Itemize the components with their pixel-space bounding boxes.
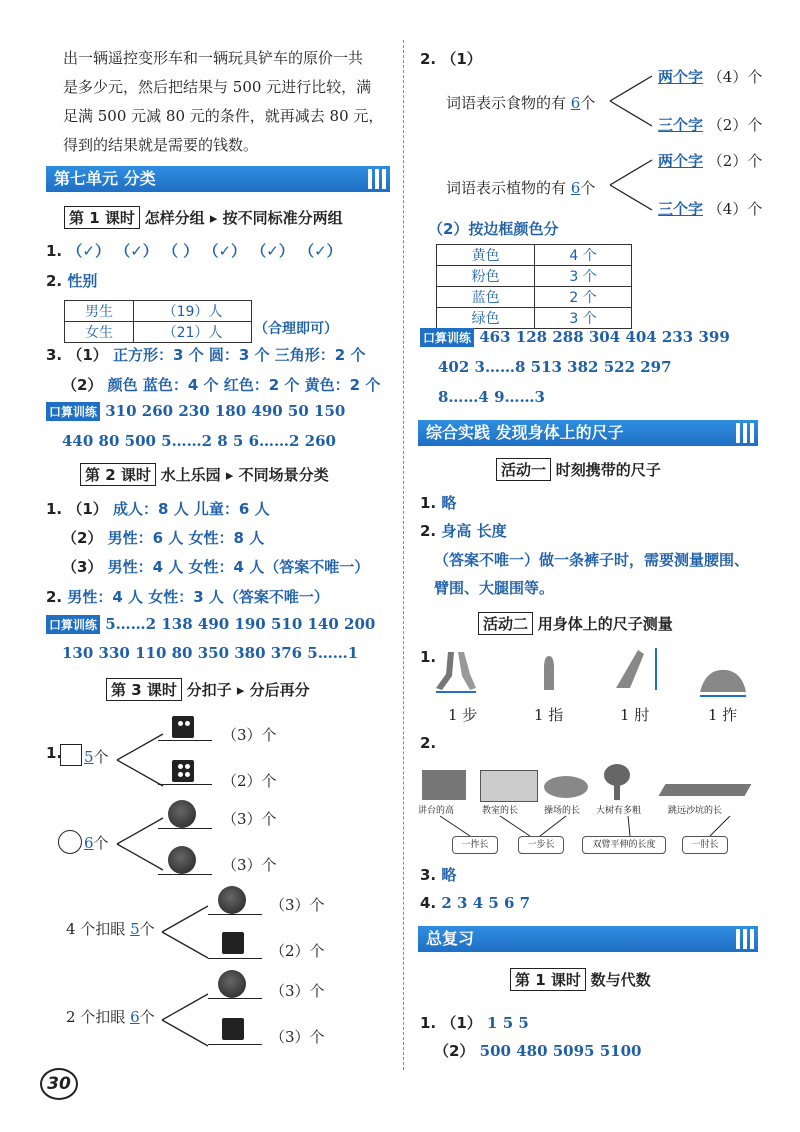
body-unit-label: 1 步 [448, 706, 478, 724]
tree2-a: （3）个 [222, 810, 277, 828]
column-divider [403, 40, 404, 1070]
group-value: （4）个 [707, 68, 763, 86]
measure-box: 双臂平伸的长度 [582, 836, 666, 854]
q-label: 4. [420, 894, 437, 912]
intro-line: 出一辆遥控变形车和一辆玩具铲车的原价一共 [63, 49, 364, 67]
q-label: 1. [420, 1014, 437, 1032]
unit-text: 个 [139, 920, 155, 938]
part-label: （1） [441, 1014, 482, 1032]
unit7-header [46, 166, 390, 192]
branch-lines [608, 72, 654, 130]
q-label: 2. [46, 588, 63, 606]
table-row [65, 322, 252, 343]
button-hole [178, 721, 183, 726]
group-label: 三个字 [658, 200, 704, 218]
tree3-b: （2）个 [270, 942, 325, 960]
kousuan-line: 440 80 500 5……2 8 5 6……2 260 [62, 432, 336, 450]
scene-caption: 教室的长 [482, 806, 519, 816]
lesson3-title: 分扣子 ▸ 分后再分 [186, 681, 310, 699]
count-value: 6 [570, 94, 581, 112]
kousuan-line: 402 3……8 513 382 522 297 [438, 358, 672, 376]
scene-caption: 讲台的高 [418, 806, 455, 816]
shelf-line [208, 998, 262, 999]
lesson2-title: 水上乐园 ▸ 不同场景分类 [160, 466, 329, 484]
r-kousuan [420, 328, 730, 347]
kousuan-line: 8……4 9……3 [438, 388, 545, 406]
table-cell: 3 个 [535, 266, 632, 287]
playground-icon [544, 776, 588, 798]
answer-text: 略 [441, 866, 457, 884]
square-button-icon [172, 716, 194, 738]
matching-lines [420, 814, 760, 838]
table-row [65, 301, 252, 322]
check-mark: （✓） [67, 242, 110, 260]
q2-note: （合理即可） [254, 321, 338, 337]
kousuan2 [46, 615, 375, 634]
lesson1-heading [64, 206, 343, 229]
answer-text: 略 [441, 494, 457, 512]
tree4-a: （3）个 [270, 982, 325, 1000]
round-button-icon [218, 970, 246, 998]
lesson3-heading [106, 678, 310, 701]
page-number: 30 [40, 1068, 78, 1100]
body-unit-label: 1 肘 [620, 706, 650, 724]
tree-pre: 2 个扣眼 [66, 1008, 126, 1026]
kousuan1 [46, 402, 345, 421]
tree1-b: （2）个 [222, 772, 277, 790]
square-button-icon [222, 1018, 244, 1040]
body-unit-label: 1 拃 [708, 706, 738, 724]
stripes-decoration [733, 423, 754, 443]
review-lesson-heading [510, 968, 651, 991]
sandpit-icon [659, 784, 752, 796]
table-row [437, 308, 632, 329]
r-q1-line2 [434, 1040, 641, 1061]
check-mark: （✓） [299, 242, 342, 260]
l1-q3-line1 [46, 344, 365, 365]
round-button-icon [168, 800, 196, 828]
a2-q3 [420, 864, 456, 885]
podium-icon [422, 770, 466, 800]
l2-line [46, 498, 270, 519]
review-header [418, 926, 758, 952]
tree4-label [66, 1006, 155, 1027]
stripes-decoration [733, 929, 754, 949]
l2-line [62, 527, 264, 548]
answer-text: 男性：4 人 女性：3 人（答案不唯一） [67, 588, 329, 606]
q-label: 2. [46, 272, 63, 290]
scene-caption: 操场的长 [544, 806, 581, 816]
q-label: 1. [420, 494, 437, 512]
button-hole [178, 764, 183, 769]
activity1-title: 时刻携带的尺子 [555, 461, 661, 479]
review-lesson-title: 数与代数 [590, 971, 651, 989]
answer-text: 成人：8 人 儿童：6 人 [113, 500, 270, 518]
q-label: 1. [46, 242, 63, 260]
scene-caption: 跳远沙坑的长 [668, 806, 723, 816]
step-legs-icon [432, 650, 480, 696]
group-value: （2）个 [707, 116, 763, 134]
part-label: （2） [62, 529, 103, 547]
review-lesson-box: 第 1 课时 [510, 968, 586, 991]
a1-note: （答案不唯一）做一条裤子时，需要测量腰围、 [434, 551, 750, 569]
tree1-a: （3）个 [222, 726, 277, 744]
a2-q2-label: 2. [420, 734, 437, 752]
stripes-decoration [365, 169, 386, 189]
unit7-title: 第七单元 分类 [54, 169, 156, 188]
table-row [437, 287, 632, 308]
intro-paragraph [63, 44, 383, 160]
tree1-count [84, 746, 109, 767]
tree4-b: （3）个 [270, 1028, 325, 1046]
measure-box: 一肘长 [682, 836, 728, 854]
activity1-box: 活动一 [496, 458, 551, 481]
unit-text: 个 [580, 94, 596, 112]
group-label: 两个字 [658, 152, 704, 170]
answer-text: 1 5 5 [487, 1014, 529, 1032]
branch-lines [160, 990, 210, 1050]
square-button-icon [222, 932, 244, 954]
tree1-label: 1. [46, 744, 63, 762]
shelf-line [158, 828, 212, 829]
check-mark: （✓） [115, 242, 158, 260]
unit-text: 个 [580, 179, 596, 197]
food-text: 词语表示食物的有 [446, 94, 567, 112]
button-hole [185, 721, 190, 726]
count-value: 6 [130, 1008, 140, 1026]
check-mark: （✓） [251, 242, 294, 260]
answer-text: 正方形：3 个 圆：3 个 三角形：2 个 [113, 346, 366, 364]
l2-line [46, 586, 329, 607]
measure-box: 一拃长 [452, 836, 498, 854]
round-button-icon [168, 846, 196, 874]
r-q1-line1 [420, 1012, 529, 1033]
lesson3-box: 第 3 课时 [106, 678, 182, 701]
l1-q3-line2 [62, 374, 380, 395]
button-hole [185, 764, 190, 769]
table-cell: 女生 [65, 322, 134, 343]
square-shape-icon [60, 744, 82, 766]
kousuan-label: 口算训练 [46, 615, 100, 634]
part-label: （1） [441, 50, 482, 68]
branch-lines [115, 730, 165, 790]
kousuan-line: 130 330 110 80 350 380 376 5……1 [62, 644, 359, 662]
r-q2-part2: （2）按边框颜色分 [428, 220, 559, 238]
circle-shape-icon [58, 830, 82, 854]
q-label: 2. [420, 522, 437, 540]
q-label: 3. [420, 866, 437, 884]
branch-lines [115, 814, 165, 874]
part-label: （3） [62, 558, 103, 576]
a1-q2 [420, 520, 507, 541]
answer-text: 性别 [67, 272, 98, 290]
intro-line: 是多少元，然后把结果与 500 元进行比较，满 [63, 78, 372, 96]
table-cell: （21）人 [134, 322, 252, 343]
button-hole [185, 772, 190, 777]
table-cell: 3 个 [535, 308, 632, 329]
unit-text: 个 [93, 834, 109, 852]
intro-line: 得到的结果就是需要的钱数。 [63, 136, 259, 154]
color-table [436, 244, 632, 329]
answer-text: 颜色 蓝色：4 个 红色：2 个 黄色：2 个 [107, 376, 381, 394]
tree-trunk-icon [614, 784, 620, 800]
activity2-title: 用身体上的尺子测量 [537, 615, 673, 633]
shelf-line [208, 958, 262, 959]
lesson1-title: 怎样分组 ▸ 按不同标准分两组 [144, 209, 343, 227]
lesson2-box: 第 2 课时 [80, 463, 156, 486]
table-cell: 粉色 [437, 266, 535, 287]
a1-note: 臂围、大腿围等。 [434, 579, 555, 597]
scene-caption: 大树有多粗 [596, 806, 642, 816]
button-hole [178, 772, 183, 777]
unit-text: 个 [139, 1008, 155, 1026]
kousuan-line: 310 260 230 180 490 50 150 [105, 402, 346, 420]
round-button-icon [218, 886, 246, 914]
l1-q2 [46, 270, 97, 291]
l1-q1 [46, 240, 342, 261]
practice-title: 综合实践 发现身体上的尺子 [426, 423, 624, 442]
q-label: 2. [420, 50, 437, 68]
a2-q4 [420, 894, 530, 912]
tree2-count [84, 832, 109, 853]
activity1-heading [496, 458, 661, 481]
lesson1-box: 第 1 课时 [64, 206, 140, 229]
a2-q1-label: 1. [420, 648, 437, 666]
count-value: 5 [84, 748, 94, 766]
r-q2-head [420, 48, 482, 69]
branch-lines [608, 156, 654, 214]
group-label: 三个字 [658, 116, 704, 134]
measure-box: 一步长 [518, 836, 564, 854]
plant-line [446, 177, 595, 198]
table-cell: （19）人 [134, 301, 252, 322]
shelf-line [158, 740, 212, 741]
table-cell: 蓝色 [437, 287, 535, 308]
tree-crown-icon [604, 764, 630, 786]
group-value: （2）个 [707, 152, 763, 170]
forearm-icon [610, 644, 666, 694]
answer-text: 2 3 4 5 6 7 [441, 894, 531, 912]
shelf-line [208, 1044, 262, 1045]
finger-icon [538, 652, 560, 692]
gender-table [64, 300, 252, 343]
table-cell: 绿色 [437, 308, 535, 329]
l2-line [62, 556, 369, 577]
count-value: 6 [570, 179, 581, 197]
answer-text: 身高 长度 [441, 522, 507, 540]
shelf-line [158, 874, 212, 875]
hand-span-icon [696, 662, 750, 700]
part-label: （1） [67, 500, 108, 518]
count-value: 6 [84, 834, 94, 852]
q-label: 1. [46, 500, 63, 518]
tree-pre: 4 个扣眼 [66, 920, 126, 938]
tree3-a: （3）个 [270, 896, 325, 914]
q-label: 3. [46, 346, 63, 364]
food-a [658, 66, 762, 87]
count-value: 5 [130, 920, 140, 938]
kousuan-label: 口算训练 [420, 328, 474, 347]
part-label: （2） [434, 1042, 475, 1060]
answer-text: 500 480 5095 5100 [479, 1042, 642, 1060]
food-b [658, 114, 762, 135]
unit-text: 个 [93, 748, 109, 766]
answer-text: 男性：4 人 女性：4 人（答案不唯一） [107, 558, 370, 576]
check-mark: （ ） [163, 242, 199, 260]
shelf-line [208, 914, 262, 915]
table-cell: 4 个 [535, 245, 632, 266]
tree3-label [66, 918, 155, 939]
classroom-icon [480, 770, 538, 802]
kousuan-line: 5……2 138 490 190 510 140 200 [105, 615, 376, 633]
plant-text: 词语表示植物的有 [446, 179, 567, 197]
table-row [437, 245, 632, 266]
kousuan-label: 口算训练 [46, 402, 100, 421]
group-value: （4）个 [707, 200, 763, 218]
branch-lines [160, 902, 210, 962]
kousuan-line: 463 128 288 304 404 233 399 [479, 328, 730, 346]
activity2-heading [478, 612, 673, 635]
check-mark: （✓） [203, 242, 247, 260]
intro-line: 足满 500 元减 80 元的条件，就再减去 80 元， [63, 107, 384, 125]
practice-header [418, 420, 758, 446]
answer-text: 男性：6 人 女性：8 人 [107, 529, 265, 547]
shelf-line [158, 784, 212, 785]
food-line [446, 92, 595, 113]
table-cell: 2 个 [535, 287, 632, 308]
group-label: 两个字 [658, 68, 704, 86]
square-button-icon [172, 760, 194, 782]
lesson2-heading [80, 463, 329, 486]
table-row [437, 266, 632, 287]
part-label: （1） [67, 346, 108, 364]
activity2-box: 活动二 [478, 612, 533, 635]
table-cell: 男生 [65, 301, 134, 322]
plant-b [658, 198, 762, 219]
a1-q1 [420, 492, 456, 513]
tree2-b: （3）个 [222, 856, 277, 874]
table-cell: 黄色 [437, 245, 535, 266]
part-label: （2） [62, 376, 103, 394]
body-unit-label: 1 指 [534, 706, 564, 724]
review-title: 总复习 [426, 929, 475, 948]
plant-a [658, 150, 762, 171]
